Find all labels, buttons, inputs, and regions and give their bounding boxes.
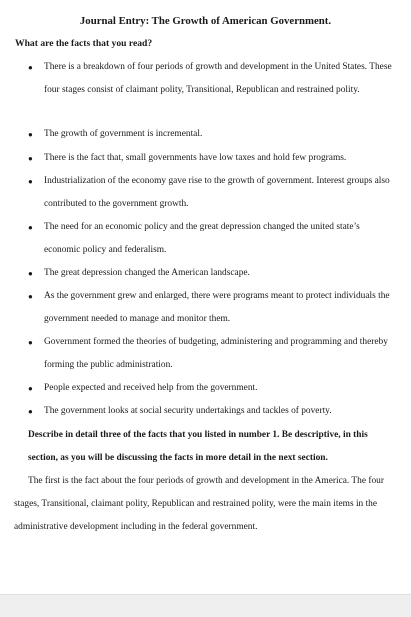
fact-text: The great depression changed the American landscape. bbox=[44, 268, 250, 278]
fact-item bbox=[28, 377, 398, 400]
fact-text: Government formed the theories of budgeting, administering and programming and thereby forming the public administration. bbox=[44, 337, 388, 370]
fact-item bbox=[28, 147, 398, 170]
fact-item bbox=[28, 170, 398, 216]
page-footer-bar bbox=[0, 594, 411, 617]
bullet-icon: ● bbox=[28, 177, 33, 186]
fact-item bbox=[28, 400, 398, 423]
document-title: Journal Entry: The Growth of American Government. bbox=[79, 15, 332, 27]
fact-text: The growth of government is incremental. bbox=[44, 129, 203, 139]
bullet-icon: ● bbox=[28, 407, 33, 416]
bullet-icon: ● bbox=[28, 130, 33, 139]
fact-item bbox=[28, 331, 398, 377]
fact-text: People expected and received help from the government. bbox=[44, 383, 258, 393]
answer-paragraph bbox=[14, 470, 398, 539]
fact-item bbox=[28, 262, 398, 285]
fact-text: There is a breakdown of four periods of growth and development in the United States. These four stages consist of claimant polity, Transitional, Republican and restrained polity. bbox=[44, 62, 392, 95]
question-heading: What are the facts that you read? bbox=[15, 38, 153, 49]
answer-text: The first is the fact about the four periods of growth and development in the America. The four stages, Transitional, claimant polity, Republican and restrained polity, were the main items in the administrative development including in the federal government. bbox=[14, 476, 384, 532]
instruction-paragraph: Describe in detail three of the facts that you listed in number 1. Be descriptive, in this section, as you will be discussing the facts in more detail in the next section. bbox=[28, 430, 368, 463]
fact-text: Industrialization of the economy gave rise to the growth of government. Interest groups also contributed to the government growth. bbox=[44, 176, 390, 209]
fact-item bbox=[28, 56, 398, 102]
fact-text: There is the fact that, small governments have low taxes and hold few programs. bbox=[44, 153, 347, 163]
bullet-icon: ● bbox=[28, 269, 33, 278]
bullet-icon: ● bbox=[28, 338, 33, 347]
fact-text: As the government grew and enlarged, there were programs meant to protect individuals the government needed to manage and monitor them. bbox=[44, 291, 390, 324]
bullet-icon: ● bbox=[28, 384, 33, 393]
fact-item bbox=[28, 123, 398, 146]
fact-text: The need for an economic policy and the great depression changed the united state’s economic policy and federalism. bbox=[44, 222, 360, 255]
fact-text: The government looks at social security undertakings and tackles of poverty. bbox=[44, 406, 332, 416]
bullet-icon: ● bbox=[28, 63, 33, 72]
bullet-icon: ● bbox=[28, 292, 33, 301]
bullet-icon: ● bbox=[28, 223, 33, 232]
bullet-icon: ● bbox=[28, 154, 33, 163]
fact-item bbox=[28, 216, 398, 262]
fact-item bbox=[28, 285, 398, 331]
